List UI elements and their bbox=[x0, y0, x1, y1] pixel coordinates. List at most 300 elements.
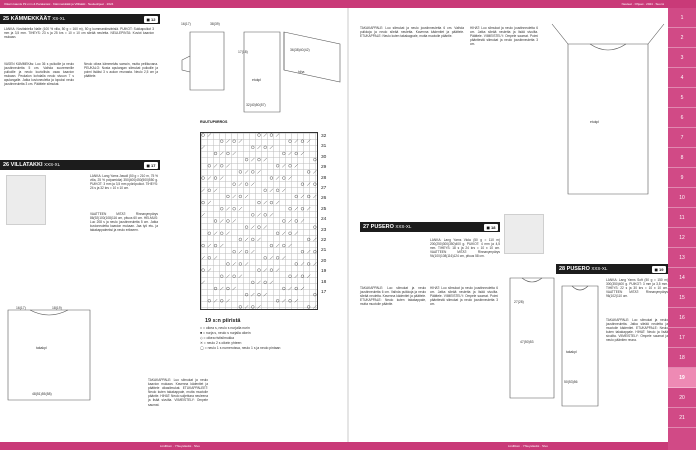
chapter-tab-12[interactable]: 12 bbox=[668, 228, 696, 248]
chart-symbol bbox=[295, 207, 298, 210]
instructions-26a: LANKA: Lang Yarns Jawoll (50 g = 210 m, 75 % villa, 25 % polyamidia) 350(400)450(500)550 g. PUIKOT: 3 mm ja 3,5 mm pyöröpuikot. TIHEYS: 24 s ja 32 krs = 10 x 10 cm. bbox=[90, 174, 158, 191]
chart-symbol bbox=[220, 207, 223, 210]
chart-symbol bbox=[276, 269, 279, 272]
instructions-25b: VASEN KÄMMEKäs: Luo 36 s puikoille ja neulo joustinneuletta 5 cm. Vaihda suuremmille puikoille ja neulo kuviollista osaa kaavion mukaan. Peukalon kohdalla neulo sivuun 7 s apulangalle. Jatka kuvioneuletta ja lopuksi neulo joustinneuletta 3 cm. Päättele silmukat. bbox=[4, 62, 74, 87]
page-footer-left: Lindblom · Yhteystiedot · Sivu bbox=[0, 442, 348, 450]
chart-symbol bbox=[208, 133, 211, 136]
sweater-schematic-28 bbox=[558, 276, 602, 416]
chart-symbol bbox=[251, 306, 254, 309]
schematic-label: 38(39) bbox=[210, 22, 220, 26]
chart-symbol bbox=[307, 263, 310, 266]
chart-row-number: 24 bbox=[321, 217, 327, 223]
chart-row-number: 31 bbox=[321, 144, 327, 150]
chart-symbol bbox=[202, 256, 205, 259]
chart-row-number: 18 bbox=[321, 279, 327, 285]
chart-symbol bbox=[245, 262, 248, 265]
chart-row-numbers bbox=[321, 132, 337, 299]
chart-symbol bbox=[245, 170, 248, 173]
chart-symbol bbox=[220, 275, 223, 278]
section-header-25 bbox=[0, 14, 160, 24]
chart-symbol bbox=[202, 269, 205, 272]
schematic-label: etukpl bbox=[252, 78, 262, 82]
sweater-schematic-27 bbox=[506, 268, 558, 408]
section-number: 26 bbox=[3, 162, 10, 168]
chart-symbol bbox=[295, 275, 298, 278]
chart-row-number: 26 bbox=[321, 196, 327, 202]
chapter-tabs bbox=[668, 8, 696, 450]
chart-symbol bbox=[264, 133, 267, 136]
chart-symbol bbox=[251, 293, 254, 296]
legend-item: □ = oikea s, neulo s nurjalla nurin bbox=[200, 326, 250, 330]
schematic-label: 47(50)53 bbox=[520, 340, 534, 344]
chart-symbol bbox=[202, 134, 205, 137]
chart-symbol bbox=[264, 281, 267, 284]
chart-symbol bbox=[227, 287, 230, 290]
chart-symbol bbox=[295, 164, 298, 167]
chart-symbol bbox=[245, 226, 248, 229]
chart-symbol bbox=[233, 152, 236, 155]
chart-symbol bbox=[264, 213, 267, 216]
chapter-tab-7[interactable]: 7 bbox=[668, 128, 696, 148]
chart-symbol bbox=[214, 287, 217, 290]
chart-symbol bbox=[226, 207, 229, 210]
chart-symbol bbox=[307, 306, 310, 309]
chart-symbol bbox=[307, 183, 310, 186]
chart-symbol bbox=[264, 226, 267, 229]
chart-symbol bbox=[282, 256, 285, 259]
chart-row-number: 25 bbox=[321, 206, 327, 212]
chart-symbol bbox=[214, 220, 217, 223]
chart-symbol bbox=[282, 220, 285, 223]
chart-symbol bbox=[313, 226, 316, 229]
instructions-28a: LANKA: Lang Yarns Soft (50 g = 150 m) 300(350)400 g. PUIKOT: 3 mm ja 3,5 mm. TIHEYS: 22 s ja 30 krs = 10 x 10 cm. VAATTEEN MITAT: Rinnanympärys 96(102)110 cm. bbox=[606, 278, 668, 299]
schematic-label: 18(19) bbox=[52, 306, 62, 310]
legend-item: ✕ = neulo 2 s oikein yhteen bbox=[200, 341, 242, 345]
chart-symbol bbox=[220, 152, 223, 155]
chart-symbol bbox=[227, 263, 230, 266]
page-gutter bbox=[347, 8, 349, 442]
chart-symbol bbox=[233, 275, 236, 278]
chart-symbol bbox=[313, 183, 316, 186]
cardigan-sketch bbox=[6, 175, 46, 225]
schematic-label: etukpl bbox=[590, 120, 600, 124]
chart-symbol bbox=[258, 134, 261, 137]
section-size: XS-XL bbox=[52, 16, 66, 21]
chapter-tab-10[interactable]: 10 bbox=[668, 188, 696, 208]
chart-symbol bbox=[282, 164, 285, 167]
section-number: 28 bbox=[559, 266, 566, 272]
chapter-tab-13[interactable]: 13 bbox=[668, 248, 696, 268]
chart-symbol bbox=[301, 275, 304, 278]
chart-symbol bbox=[233, 287, 236, 290]
chapter-tab-3[interactable]: 3 bbox=[668, 48, 696, 68]
chart-symbol bbox=[276, 256, 279, 259]
chart-symbol bbox=[276, 201, 279, 204]
chart-symbol bbox=[301, 183, 304, 186]
chart-symbol bbox=[264, 158, 267, 161]
chart-symbol bbox=[289, 140, 292, 143]
chart-symbol bbox=[282, 287, 285, 290]
chart-symbol bbox=[264, 293, 267, 296]
chart-symbol bbox=[208, 189, 211, 192]
chart-symbol bbox=[307, 250, 310, 253]
chart-symbol bbox=[288, 219, 291, 222]
schematic-label: 32(40)50(57) bbox=[246, 103, 266, 107]
schematic-label: 27(28) bbox=[514, 300, 524, 304]
chart-symbol bbox=[202, 146, 205, 149]
pullover-sketch bbox=[504, 214, 544, 254]
chart-symbol bbox=[208, 299, 211, 302]
instructions-27-intro: TAKAKAPPALE: Luo silmukat ja neulo joustinneuletta 6 cm. Vaihda puikkoja ja neulo sileää neuletta. Kavenna kädentiet ja päättele. ETUKAPPALE: Neulo kuten takakappale, mutta muotoile pääntie. bbox=[360, 26, 464, 39]
chart-symbol bbox=[276, 189, 279, 192]
chart-caption: 19 s:n piiristä bbox=[205, 318, 241, 324]
chart-symbol bbox=[295, 140, 298, 143]
chart-symbol bbox=[208, 176, 211, 179]
chart-symbol bbox=[289, 299, 292, 302]
chart-symbol bbox=[282, 177, 285, 180]
chart-symbol bbox=[295, 299, 298, 302]
chart-symbol bbox=[270, 134, 273, 137]
chart-symbol bbox=[276, 244, 279, 247]
chart-symbol bbox=[226, 140, 229, 143]
chart-symbol bbox=[313, 238, 316, 241]
back-schematic bbox=[4, 296, 96, 406]
chart-symbol bbox=[270, 281, 273, 284]
chart-symbol bbox=[202, 244, 205, 247]
legend-item: ◇ = oikea ristisilmukka bbox=[200, 336, 234, 340]
chart-symbol bbox=[276, 232, 279, 235]
chart-symbol bbox=[313, 293, 316, 296]
chart-symbol bbox=[251, 226, 254, 229]
chart-symbol bbox=[208, 244, 211, 247]
chart-symbol bbox=[245, 158, 248, 161]
chart-symbol bbox=[289, 275, 292, 278]
chart-symbol bbox=[233, 219, 236, 222]
schematic-label: takakpl bbox=[566, 350, 577, 354]
chart-symbol bbox=[202, 189, 205, 192]
instructions-27b: TAKAKAPPALE: Luo silmukat ja neulo joustinneuletta 6 cm. Vaihda puikkoja ja neulo sileää neuletta. Kavenna kädentiet ja päättele. ETUKAPPALE: Neulo kuten takakappale, mutta muotoile pääntie. bbox=[360, 286, 426, 307]
chart-symbol bbox=[289, 232, 292, 235]
instructions-26b: VAATTEEN MITAT: Rinnanympärys 86(92)100(108)116 cm, pituus 60 cm. HELMUS: Luo 208 s ja neulo joustinneuletta 5 cm. Jatka kuvioneuletta kaavion mukaan. Jaa työ etu- ja takakappaleeksi ja neulo erikseen. bbox=[90, 212, 158, 233]
section-number: 27 bbox=[363, 224, 370, 230]
chart-symbol bbox=[214, 189, 217, 192]
chart-title: RUUTUPIIRROS bbox=[200, 120, 228, 124]
schematic-label: 50(53)56 bbox=[564, 380, 578, 384]
chapter-tab-16[interactable]: 16 bbox=[668, 308, 696, 328]
chart-symbol bbox=[288, 176, 291, 179]
chart-symbol bbox=[239, 183, 242, 186]
chart-symbol bbox=[239, 195, 242, 198]
chart-symbol bbox=[257, 146, 260, 149]
chart-symbol bbox=[220, 176, 223, 179]
chart-symbol bbox=[233, 183, 236, 186]
chart-symbol bbox=[257, 238, 260, 241]
chart-symbol bbox=[251, 183, 254, 186]
chart-symbol bbox=[251, 158, 254, 161]
chart-symbol bbox=[226, 164, 229, 167]
chart-symbol bbox=[239, 207, 242, 210]
chart-symbol bbox=[282, 244, 285, 247]
page-footer-right: Lindblom · Yhteystiedot · Sivu bbox=[348, 442, 668, 450]
chart-symbol bbox=[289, 164, 292, 167]
chapter-tab-20[interactable]: 20 bbox=[668, 388, 696, 408]
legend-item: ■ = nurja s, neulo s nurjalla oikein bbox=[200, 331, 251, 335]
chart-symbol bbox=[226, 299, 229, 302]
chart-row-number: 19 bbox=[321, 269, 327, 275]
camera-icon: ◼ 19 bbox=[652, 266, 666, 273]
chart-symbol bbox=[276, 164, 279, 167]
chart-symbol bbox=[270, 177, 273, 180]
chart-symbol bbox=[257, 305, 260, 308]
chart-symbol bbox=[239, 140, 242, 143]
schematic-label: 48(51)55(58) bbox=[32, 392, 52, 396]
chart-symbol bbox=[245, 250, 248, 253]
chart-symbol bbox=[239, 306, 242, 309]
chart-symbol bbox=[301, 287, 304, 290]
chart-symbol bbox=[214, 244, 217, 247]
chart-symbol bbox=[233, 140, 236, 143]
chart-symbol bbox=[214, 232, 217, 235]
chart-symbol bbox=[295, 152, 298, 155]
chart-row-number: 30 bbox=[321, 154, 327, 160]
chart-symbol bbox=[270, 201, 273, 204]
chart-symbol bbox=[270, 146, 273, 149]
chart-symbol bbox=[220, 140, 223, 143]
camera-icon: ◼ 12 bbox=[144, 16, 158, 23]
chart-symbol bbox=[288, 287, 291, 290]
chart-symbol bbox=[227, 195, 230, 198]
chart-symbol bbox=[239, 263, 242, 266]
chart-symbol bbox=[245, 293, 248, 296]
chart-symbol bbox=[276, 176, 279, 179]
chart-symbol bbox=[208, 164, 211, 167]
chart-symbol bbox=[208, 269, 211, 272]
chart-symbol bbox=[258, 158, 261, 161]
chart-symbol bbox=[295, 220, 298, 223]
sweater-schematic-top bbox=[548, 14, 666, 214]
chart-symbol bbox=[264, 269, 267, 272]
chapter-tab-4[interactable]: 4 bbox=[668, 68, 696, 88]
chart-symbol bbox=[270, 213, 273, 216]
chart-symbol bbox=[208, 256, 211, 259]
chart-symbol bbox=[307, 238, 310, 241]
chart-symbol bbox=[307, 170, 310, 173]
chart-symbol bbox=[301, 262, 304, 265]
chart-symbol bbox=[307, 140, 310, 143]
chart-symbol bbox=[301, 250, 304, 253]
schematic-label: 17(18) bbox=[238, 50, 248, 54]
section-title: KÄMMEKKÄÄT bbox=[10, 16, 51, 22]
chart-symbol bbox=[239, 238, 242, 241]
chart-symbol bbox=[264, 256, 267, 259]
chart-symbol bbox=[251, 281, 254, 284]
section-size: XXS-XL bbox=[395, 224, 412, 229]
mitten-schematic bbox=[180, 26, 236, 96]
chart-symbol bbox=[270, 189, 273, 192]
chart-symbol bbox=[220, 299, 223, 302]
chart-symbol bbox=[251, 146, 254, 149]
chart-symbol bbox=[239, 170, 242, 173]
section-size: XXS-XL bbox=[591, 266, 608, 271]
chart-symbol bbox=[214, 152, 217, 155]
chart-symbol bbox=[313, 250, 316, 253]
chart-row-number: 22 bbox=[321, 238, 327, 244]
schematic-label: 36(38)40(42) bbox=[290, 48, 310, 52]
chart-symbol bbox=[301, 152, 304, 155]
section-header-26 bbox=[0, 160, 160, 170]
chapter-tab-21[interactable]: 21 bbox=[668, 408, 696, 428]
chart-symbol bbox=[270, 256, 273, 259]
schematic-label: hiha bbox=[298, 70, 305, 74]
chapter-tab-18[interactable]: 18 bbox=[668, 348, 696, 368]
instructions-27-side: HIHAT: Luo silmukat ja neulo joustinneuletta 6 cm. Jatka sileää neuletta ja lisää sivuilta. Päättele. VIIMEISTELY: Ompele saumat. Poimi pääntiestä silmukat ja neulo joustinneuletta 3 cm. bbox=[470, 26, 538, 47]
chart-symbol bbox=[313, 158, 316, 161]
chart-symbol bbox=[288, 152, 291, 155]
chart-symbol bbox=[251, 238, 254, 241]
chart-symbol bbox=[220, 244, 223, 247]
chart-symbol bbox=[276, 299, 279, 302]
section-header-27 bbox=[360, 222, 500, 232]
instructions-28b: TAKAKAPPALE: Luo silmukat ja neulo joustinneuletta. Jatka sileää neuletta ja muotoile kädentiet. ETUKAPPALE: Neulo kuten takakappale. HIHAT: Neulo ja lisää sivuilta. VIIMEISTELY: Ompele saumat ja neulo pääntien reuna. bbox=[606, 318, 668, 343]
chart-symbol bbox=[214, 256, 217, 259]
schematic-label: takakpl bbox=[36, 346, 47, 350]
chart-symbol bbox=[214, 164, 217, 167]
section-title: PUSERO bbox=[370, 224, 394, 230]
schematic-label: 16(17) bbox=[181, 22, 191, 26]
chart-symbol bbox=[251, 213, 254, 216]
chart-symbol bbox=[313, 305, 316, 308]
chart-symbol bbox=[208, 232, 211, 235]
instructions-25c: Neulo oikea kämmekäs samoin, mutta peilikuvana. PEUKALO: Nosta apulangan silmukat puikoille ja poimi lisäksi 3 s aukon reunasta. Neulo 2,5 cm ja päättele. bbox=[84, 62, 158, 79]
chart-symbol bbox=[214, 299, 217, 302]
chapter-tab-2[interactable]: 2 bbox=[668, 28, 696, 48]
chart-symbol bbox=[307, 275, 310, 278]
chart-row-number: 17 bbox=[321, 290, 327, 296]
chart-legend bbox=[200, 326, 280, 351]
chart-symbol bbox=[245, 238, 248, 241]
chart-symbol bbox=[270, 244, 273, 247]
chart-symbol bbox=[295, 287, 298, 290]
section-title: PUSERO bbox=[566, 266, 590, 272]
chart-symbol bbox=[301, 207, 304, 210]
section-number: 25 bbox=[3, 16, 10, 22]
chapter-tab-1[interactable]: 1 bbox=[668, 8, 696, 28]
chart-row-number: 28 bbox=[321, 175, 327, 181]
chart-row-number: 21 bbox=[321, 248, 327, 254]
chart-symbol bbox=[202, 201, 205, 204]
camera-icon: ◼ 17 bbox=[144, 162, 158, 169]
section-header-28 bbox=[556, 264, 668, 274]
chart-symbol bbox=[208, 201, 211, 204]
chart-symbol bbox=[202, 213, 205, 216]
chart-symbol bbox=[239, 275, 242, 278]
chapter-tab-11[interactable]: 11 bbox=[668, 208, 696, 228]
instructions-27c: HIHAT: Luo silmukat ja neulo joustinneuletta 6 cm. Jatka sileää neuletta ja lisää sivuilta. Päättele. VIIMEISTELY: Ompele saumat. Poimi pääntiestä silmukat ja neulo joustinneuletta 3 cm. bbox=[430, 286, 498, 307]
chart-symbol bbox=[301, 140, 304, 143]
chart-row-number: 20 bbox=[321, 258, 327, 264]
chart-symbol bbox=[258, 226, 261, 229]
chart-symbol bbox=[227, 152, 230, 155]
chart-row-number: 27 bbox=[321, 186, 327, 192]
chart-symbol bbox=[214, 177, 217, 180]
chart-symbol bbox=[257, 281, 260, 284]
chart-symbol bbox=[313, 262, 316, 265]
chart-symbol bbox=[220, 219, 223, 222]
chart-symbol bbox=[245, 305, 248, 308]
chapter-tab-6[interactable]: 6 bbox=[668, 108, 696, 128]
chart-symbol bbox=[295, 232, 298, 235]
chart-symbol bbox=[307, 195, 310, 198]
chart-symbol bbox=[258, 201, 261, 204]
chart-row-number: 23 bbox=[321, 227, 327, 233]
legend-item: ◯ = neulo 1 s numeroissa, neulo 1 s ja neulo pintaan bbox=[200, 346, 281, 350]
chapter-tab-5[interactable]: 5 bbox=[668, 88, 696, 108]
knitting-chart bbox=[200, 126, 338, 316]
chart-symbol bbox=[233, 250, 236, 253]
chart-symbol bbox=[245, 195, 248, 198]
chart-symbol bbox=[227, 220, 230, 223]
chart-symbol bbox=[289, 207, 292, 210]
chart-symbol bbox=[258, 269, 261, 272]
camera-icon: ◼ 18 bbox=[484, 224, 498, 231]
chart-symbol bbox=[313, 195, 316, 198]
schematic-label: 16(17) bbox=[16, 306, 26, 310]
instructions-25a: LANKA: Novitabiella Nalle (100 % villa, 50 g = 160 m), 50 g kummankinvärisiä. PUIKOT: Sukkapuikot 3 mm ja 3,5 mm. TIHEYS: 23 s ja 25 krs = 10 x 10 cm sileää neuletta. NEULEPINTA: Kuviot kaavion mukaan. bbox=[4, 27, 154, 40]
chart-symbol bbox=[258, 293, 261, 296]
chart-symbol bbox=[282, 152, 285, 155]
chart-symbol bbox=[276, 133, 279, 136]
chart-symbol bbox=[202, 281, 205, 284]
section-title: VILLATAKKI bbox=[10, 162, 43, 168]
chapter-tab-8[interactable]: 8 bbox=[668, 148, 696, 168]
chart-symbol bbox=[226, 275, 229, 278]
page-header-right: Neuleet · Ohjeet · 2024 · Suomi bbox=[348, 0, 696, 8]
chart-symbol bbox=[233, 207, 236, 210]
chart-symbol bbox=[307, 207, 310, 210]
chapter-tab-17[interactable]: 17 bbox=[668, 328, 696, 348]
chart-row-number: 32 bbox=[321, 134, 327, 139]
chart-symbol bbox=[220, 287, 223, 290]
chart-symbol bbox=[239, 250, 242, 253]
chart-marks bbox=[200, 132, 318, 310]
chart-symbol bbox=[288, 244, 291, 247]
instructions-26c: TAKAKAPPALE: Luo silmukat ja neulo kaavion mukaan. Kavenna kädentiet ja päättele olkasilmukat. ETUKAPPALEET: Neulo kuten takakappale, mutta muotoile pääntie. HIHAT: Neulo suljettuna neuleena ja lisää sivuilta. VIIMEISTELY: Ompele saumat. bbox=[148, 378, 208, 407]
chart-symbol bbox=[264, 201, 267, 204]
chart-symbol bbox=[301, 195, 304, 198]
chart-symbol bbox=[295, 263, 298, 266]
chart-symbol bbox=[220, 232, 223, 235]
chart-symbol bbox=[301, 219, 304, 222]
chart-symbol bbox=[282, 232, 285, 235]
chapter-tab-9[interactable]: 9 bbox=[668, 168, 696, 188]
chapter-tab-19[interactable]: 19 bbox=[668, 368, 696, 388]
page-header-left: Oikein kaunis Pir-mm & Paratanssi · Kämmekkäät ja Villitakki · Neuleohjeet · 2024 bbox=[0, 0, 348, 8]
chart-symbol bbox=[282, 299, 285, 302]
chart-symbol bbox=[245, 183, 248, 186]
chart-symbol bbox=[295, 195, 298, 198]
chapter-tab-14[interactable]: 14 bbox=[668, 268, 696, 288]
chart-row-number: 29 bbox=[321, 165, 327, 171]
chart-symbol bbox=[202, 177, 205, 180]
chart-symbol bbox=[264, 146, 267, 149]
chart-symbol bbox=[264, 189, 267, 192]
section-size: XXS-XL bbox=[44, 162, 61, 167]
chart-symbol bbox=[282, 189, 285, 192]
chart-symbol bbox=[257, 213, 260, 216]
chapter-tab-15[interactable]: 15 bbox=[668, 288, 696, 308]
chart-symbol bbox=[233, 262, 236, 265]
chart-symbol bbox=[220, 164, 223, 167]
